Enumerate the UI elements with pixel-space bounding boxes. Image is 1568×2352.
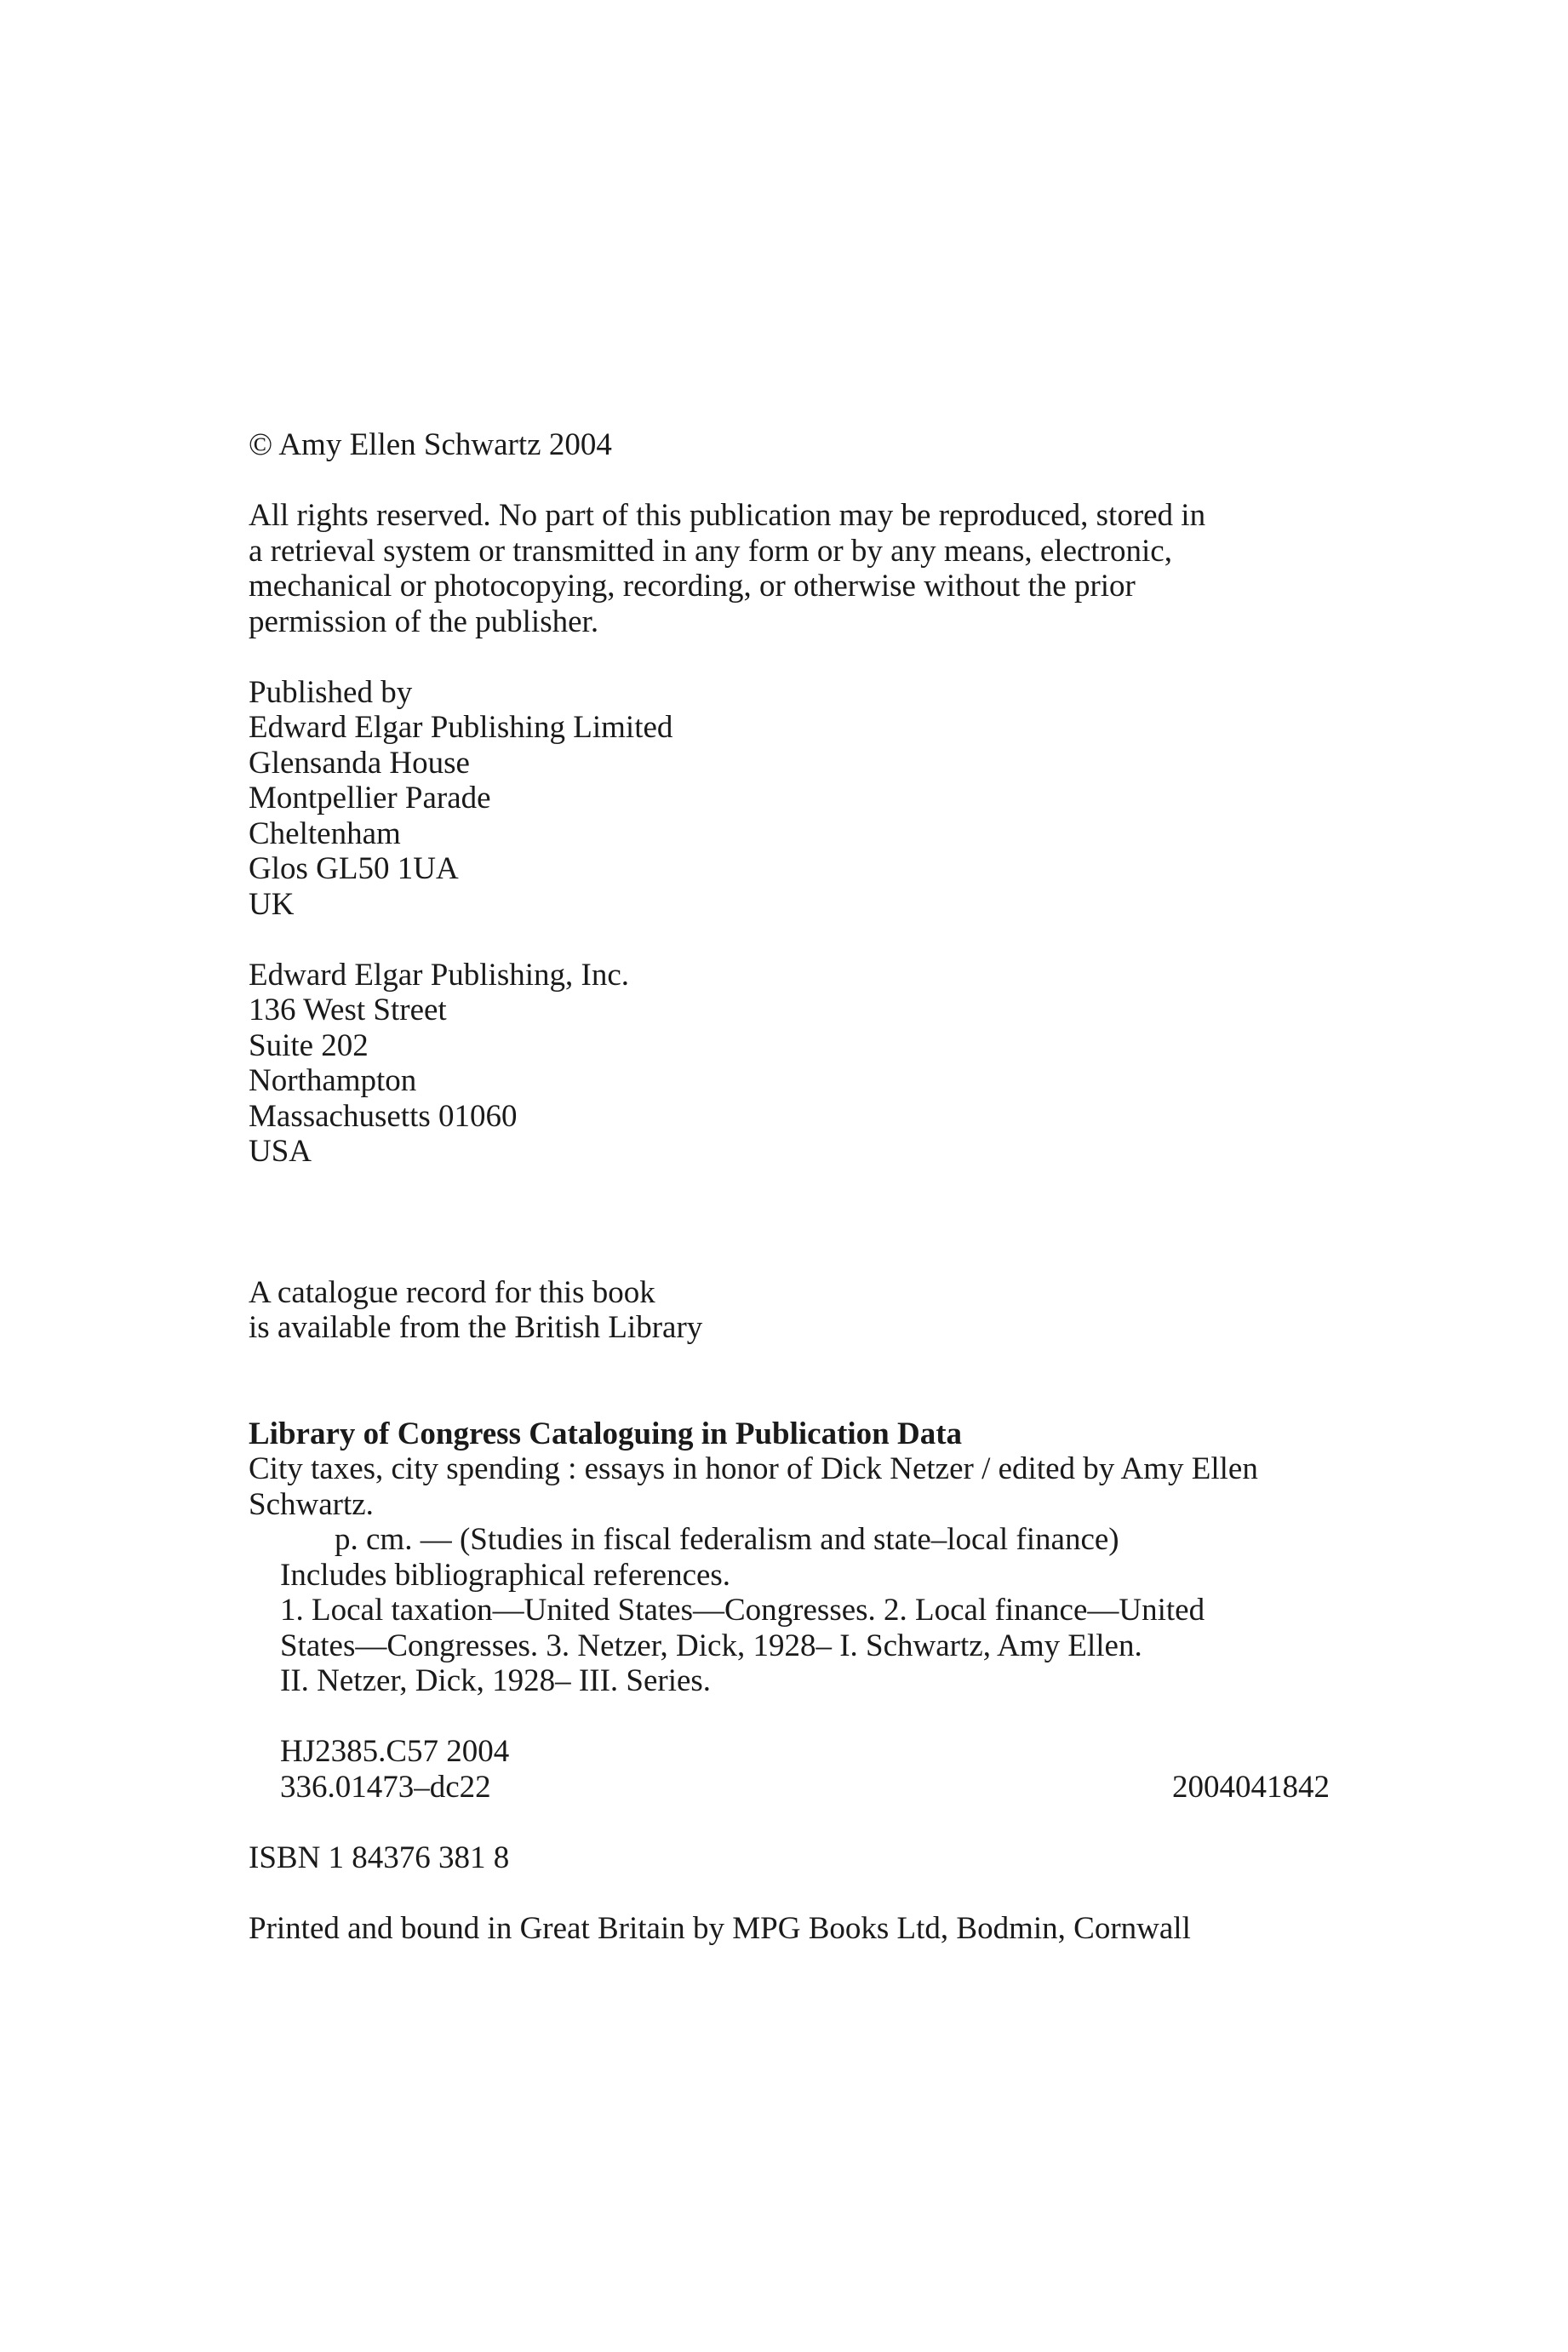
address-line: Published by [249, 674, 413, 710]
address-line: Glensanda House [249, 745, 470, 781]
address-line: Massachusetts 01060 [249, 1098, 518, 1134]
printer-line: Printed and bound in Great Britain by MPG Books Ltd, Bodmin, Cornwall [249, 1910, 1191, 1946]
address-line: Edward Elgar Publishing Limited [249, 710, 673, 745]
publisher-uk-address [249, 675, 1330, 923]
cip-notes [249, 1558, 1330, 1699]
copyright-line: © Amy Ellen Schwartz 2004 [249, 427, 612, 462]
dewey-row [249, 1770, 1330, 1805]
cip-title-line: Schwartz. [249, 1486, 374, 1522]
catalogue-line: is available from the British Library [249, 1310, 703, 1345]
lc-classification: HJ2385.C57 2004 [280, 1734, 510, 1769]
printer-statement [249, 1911, 1330, 1947]
address-line: Edward Elgar Publishing, Inc. [249, 957, 629, 993]
rights-line: permission of the publisher. [249, 604, 599, 639]
rights-line: All rights reserved. No part of this publication may be reproduced, stored in [249, 498, 1206, 533]
cip-note-line: States—Congresses. 3. Netzer, Dick, 1928– I. Schwartz, Amy Ellen. [280, 1628, 1142, 1663]
address-line: Northampton [249, 1063, 417, 1098]
cip-note-line: II. Netzer, Dick, 1928– III. Series. [280, 1663, 712, 1698]
isbn-line: ISBN 1 84376 381 8 [249, 1840, 510, 1875]
dewey-classification: 336.01473–dc22 [280, 1769, 491, 1805]
cip-heading: Library of Congress Cataloguing in Publication Data [249, 1416, 963, 1451]
cip-note-line: 1. Local taxation—United States—Congresses. 2. Local finance—United [280, 1593, 1205, 1628]
publisher-us-address [249, 958, 1330, 1170]
address-line: USA [249, 1134, 312, 1169]
address-line: Glos GL50 1UA [249, 851, 459, 886]
classification-block [249, 1734, 1330, 1805]
cip-series-line: p. cm. — (Studies in fiscal federalism and state–local finance) [335, 1522, 1119, 1557]
address-line: 136 West Street [249, 993, 447, 1027]
address-line: UK [249, 886, 295, 922]
address-line: Suite 202 [249, 1027, 369, 1063]
rights-statement [249, 498, 1330, 639]
catalogue-record-note [249, 1275, 1330, 1346]
lccn-number: 2004041842 [1172, 1769, 1330, 1805]
isbn-block [249, 1840, 1330, 1876]
rights-line: a retrieval system or transmitted in any form or by any means, electronic, [249, 533, 1172, 569]
page-content [249, 427, 1330, 1946]
catalogue-line: A catalogue record for this book [249, 1274, 655, 1310]
cip-data [249, 1416, 1330, 1805]
cip-title-line: City taxes, city spending : essays in honor of Dick Netzer / edited by Amy Ellen [249, 1451, 1258, 1486]
address-line: Cheltenham [249, 815, 401, 851]
copyright-notice [249, 427, 1330, 463]
cip-note-line: Includes bibliographical references. [280, 1557, 731, 1593]
address-line: Montpellier Parade [249, 781, 491, 815]
rights-line: mechanical or photocopying, recording, or otherwise without the prior [249, 569, 1136, 604]
